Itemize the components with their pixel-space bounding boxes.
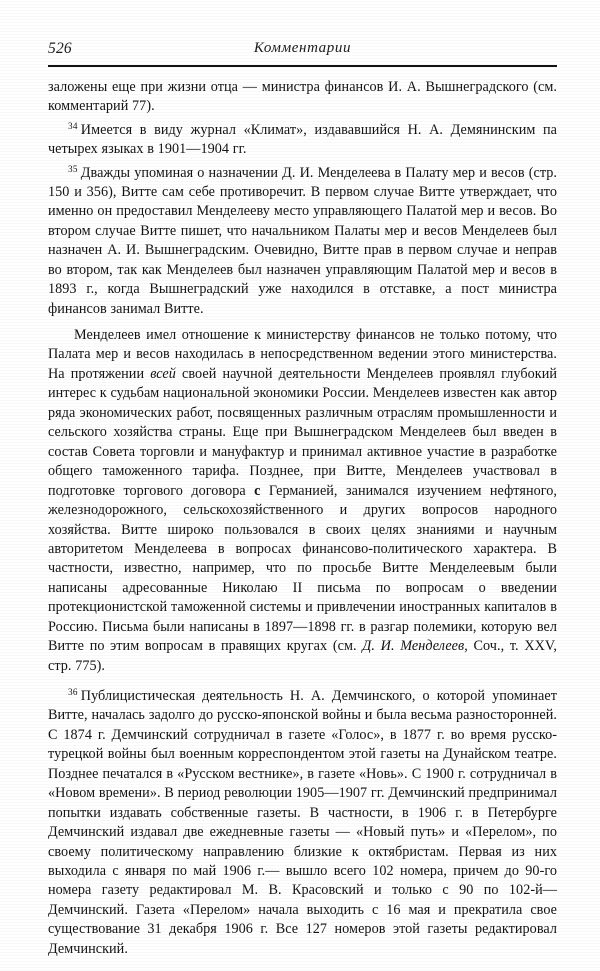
main-paragraph (48, 326, 557, 676)
footnote-marker-34: 34 (68, 120, 78, 131)
footnote-34 (48, 117, 557, 160)
footnote-35 (48, 160, 557, 319)
emphasis-s: с (254, 482, 261, 499)
footnote-35-text: Дважды упоминая о назначении Д. И. Менделеева в Палату мер и весов (стр. 150 и 356), Витте сам себе противоречит. В первом случае Витте утверждает, что именно он предоставил Менделееву место управляющего Палатой мер и весов. Во втором случае Витте пишет, что начальником Палаты мер и весов Менделеев был назначен А. И. Вышнеградским. Очевидно, Витте прав в первом случае и неправ во втором, так как Менделеев был назначен управляющим Палатой мер и весов в 1893 г., когда Вышнеградский уже находился в отставке, а пост министра финансов занимал Витте. (48, 164, 557, 317)
header-rule (48, 65, 557, 67)
continued-paragraph: заложены еще при жизни отца — министра финансов И. А. Вышнеградского (см. комментарий 77). (48, 79, 557, 115)
emphasis-vsey: всей (150, 365, 176, 382)
footnote-36 (48, 683, 557, 959)
spacer (48, 319, 557, 326)
main-paragraph-part-1: Менделеев имел отношение к министерству финансов не только потому, что Палата мер и весов находилась в непосредственном ведении этого министерства. На протяжении (48, 327, 557, 382)
footnote-34-text: Имеется в виду журнал «Климат», издававшийся Н. А. Демянинским па четырех языках в 1901—1904 гг. (48, 121, 557, 158)
text-column (48, 78, 557, 959)
footnote-marker-35: 35 (68, 163, 78, 174)
citation-author: Д. И. Менделеев (362, 638, 465, 655)
main-paragraph-part-3: Германией, занимался изучением нефтяного, железнодорожного, сельскохозяйственного и других вопросов народного хозяйства. Витте широко пользовался в своих целях знаниями и научным авторитетом Менделеева в вопросах финансово-политического характера. В частности, известно, например, что по просьбе Витте Менделеевым были написаны адресованные Николаю II письма по вопросам о введении протекционистской таможенной системы и привлечении иностранных капиталов в Россию. Письма были написаны в 1897—1898 гг. в разгар полемики, которую вел Витте по этим вопросам в правящих кругах (см. (48, 482, 557, 655)
footnote-36-text: Публицистическая деятельность Н. А. Демчинского, о которой упоминает Витте, началась задолго до русско-японской войны и была весьма разносторонней. С 1874 г. Демчинский сотрудничал в газете «Голос», в 1877 г. во время русско-турецкой войны был военным корреспондентом этой газеты на Дунайском театре. Позднее печатался в «Русском вестнике», в газете «Новь». С 1900 г. сотрудничал в «Новом времени». В период революции 1905—1907 гг. Демчинский предпринимал попытки издавать собственные газеты. В частности, в 1906 г. в Петербурге Демчинский издавал две ежедневные газеты — «Новый путь» и «Перелом», по своему политическому направлению близкие к октябристам. Первая из них выходила с января по май 1906 г.— вышло всего 102 номера, причем до 90-го номера газету редактировал М. В. Красовский и только с 90 по 102-й— Демчинский. Газета «Перелом» начала выходить с 16 мая и прекратила свое существование 31 декабря 1906 г. Все 127 номеров этой газеты редактировал Демчинский. (48, 687, 557, 957)
page-number: 526 (48, 40, 72, 57)
running-head (48, 40, 557, 62)
footnote-marker-36: 36 (68, 687, 78, 698)
main-paragraph-part-2: своей научной деятельности Менделеев проявлял глубокий интерес к судьбам национальной экономики России. Менделеев известен как автор ряда экономических работ, посвященных различным отраслям промышленности и сельского хозяйства страны. Еще при Вышнеградском Менделеев был введен в состав Совета торговли и мануфактур и принимал активное участие в разработке общего таможенного тарифа. Позднее, при Витте, Менделеев участвовал в подготовке торгового договора (48, 365, 558, 499)
spacer (48, 676, 557, 683)
running-title: Комментарии (253, 40, 352, 56)
main-paragraph-part-4: , Соч., т. XXV, стр. 775). (48, 638, 557, 674)
